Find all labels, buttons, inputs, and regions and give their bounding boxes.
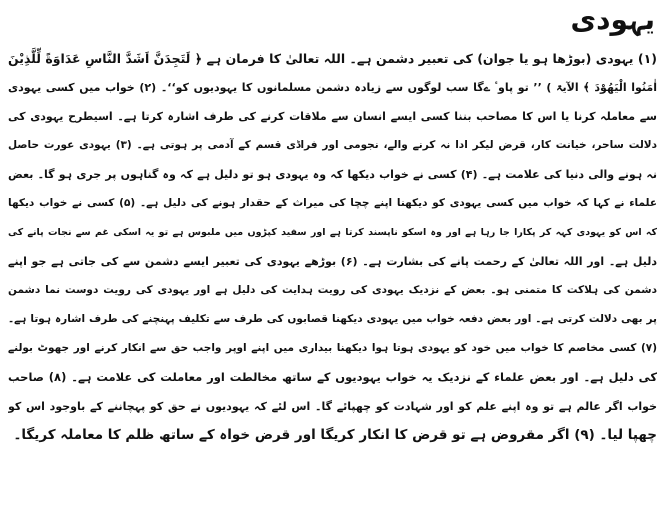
- body-text: [8, 44, 657, 450]
- text-line: علماء نے کہا کہ خواب میں کسی یہودی کو دیکھنا اپنے چچا کی میراث کے حقدار ہونے کی دلیل ہے۔ (۵) کسی نے خواب دیکھا: [8, 197, 657, 209]
- text-line: سے معاملہ کرنا یا اس کا مصاحب بننا کسی ایسے انسان سے ملاقات کرنے کی طرف اشارہ کرتا ہے۔ اسیطرح یہودی کی: [8, 110, 657, 123]
- text-line: دلیل ہے۔ اور اللہ تعالیٰ کے رحمت پانے کی بشارت ہے۔ (۶) بوڑھے یہودی کی تعبیر ایسے دشمن سے کی جاتی ہے جو اپنے: [8, 255, 657, 268]
- text-line: نہ ہونے والی دنیا کی علامت ہے۔ (۴) کسی نے خواب دیکھا کہ وہ یہودی ہو تو دلیل ہے کہ وہ گناہوں پر جری ہو گا۔ بعض: [8, 168, 657, 181]
- text-line: (۱) یہودی (بوڑھا ہو یا جوان) کی تعبیر دشمن ہے۔ اللہ تعالیٰ کا فرمان ہے ﴿ لَتَجِدَنَّ اَشَدَّ النَّاسِ عَدَاوَةً لِّلَّذِيْنَ: [8, 51, 657, 66]
- text-line: کہ اس کو یہودی کہہ کر پکارا جا رہا ہے اور وہ اسکو ناپسند کرتا ہے اور سفید کپڑوں میں ملبوس ہے تو یہ اسکی غم سے نجات پانے کی: [8, 227, 657, 238]
- text-line: پر بھی دلالت کرتی ہے۔ اور بعض دفعہ خواب میں یہودی دیکھنا قصابوں کی طرف سے تکلیف پہنچنے کی طرف اشارہ ہوتا ہے۔: [8, 313, 657, 325]
- text-line: کی دلیل ہے۔ اور بعض علماء کے نزدیک یہ خواب یہودیوں کے ساتھ مخالطت اور معاملت کی علامت ہے۔ (۸) صاحب: [8, 370, 657, 384]
- text-line: خواب اگر عالم ہے تو وہ اپنے علم کو اور شہادت کو چھپائے گا۔ اس لئے کہ یہودیوں نے حق کو پہچاننے کے باوجود اس کو: [8, 400, 657, 413]
- text-line: دشمن کی ہلاکت کا متمنی ہو۔ بعض کے نزدیک یہودی کی رویت ہدایت کی دلیل ہے اور یہودی کی رویت دوست نما دشمن: [8, 284, 657, 296]
- text-line: (۷) کسی مخاصم کا خواب میں خود کو یہودی ہوتا ہوا دیکھنا بیداری میں اپنے اوپر واجب حق سے انکار کرنے اور جھوٹ بولنے: [8, 342, 657, 354]
- text-line: اٰمَنُوا الْيَهُوْدَ ﴾ الآیۃ ) ’’ تو پاوٴ ےگا سب لوگوں سے زیادہ دشمن مسلمانوں کا یہودیوں کو‘‘۔ (۲) خواب میں کسی یہودی: [8, 81, 657, 94]
- text-line: دلالت ساحر، خیانت کار، قرض لیکر ادا نہ کرنے والے، نجومی اور فراڈی قسم کے آدمی پر ہوتی ہے۔ (۳) یہودی عورت حاصل: [8, 139, 657, 151]
- text-line: چھپا لیا۔ (۹) اگر مقروض ہے تو قرض کا انکار کریگا اور قرض خواہ کے ساتھ ظلم کا معاملہ کریگا۔: [13, 427, 657, 443]
- page-title: یہودی: [570, 3, 655, 36]
